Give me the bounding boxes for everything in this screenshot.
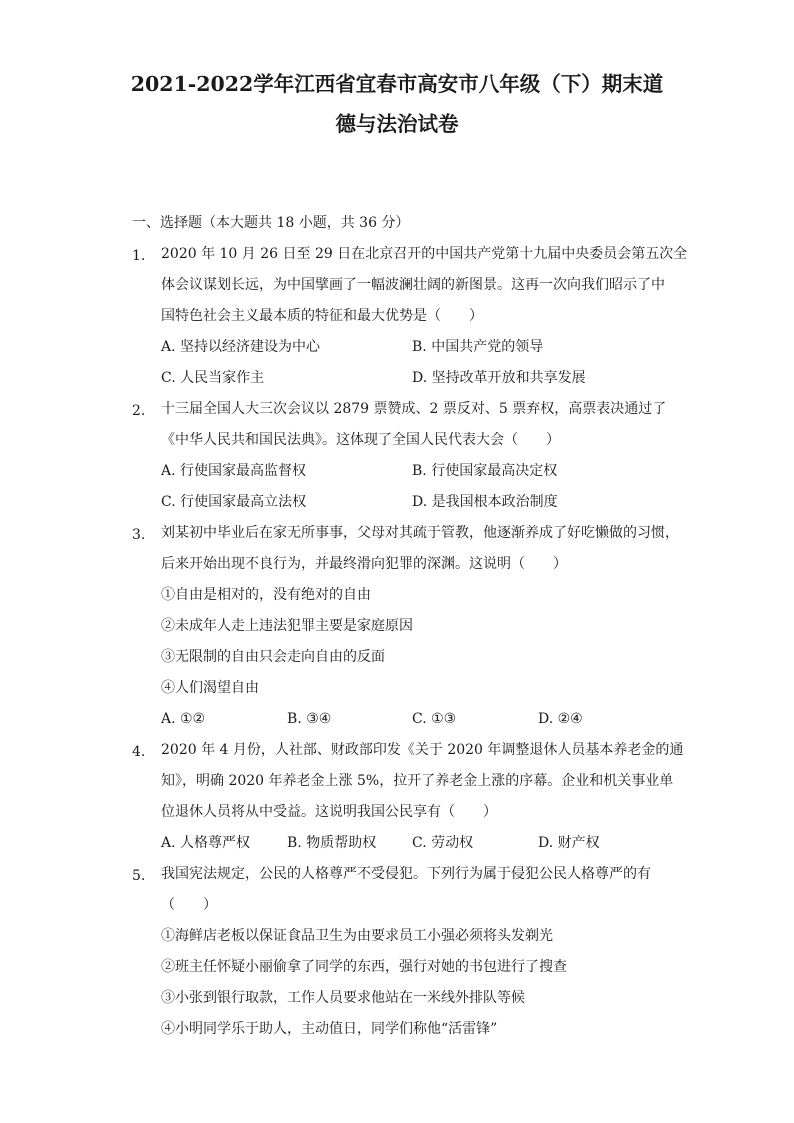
- question-1-line: 国特色社会主义最本质的特征和最大优势是（ ）: [161, 308, 483, 324]
- question-3-statement-3: ③无限制的自由只会走向自由的反面: [161, 649, 385, 665]
- question-2-line: 《中华人民共和国民法典》。这体现了全国人民代表大会（ ）: [161, 432, 560, 448]
- question-4-line: 位退休人员将从中受益。这说明我国公民享有（ ）: [161, 804, 497, 820]
- question-3-statement-2: ②未成年人走上违法犯罪主要是家庭原因: [161, 618, 413, 634]
- question-5-statement-1: ①海鲜店老板以保证食品卫生为由要求员工小强必须将头发剃光: [161, 928, 553, 944]
- question-2-option-a: A. 行使国家最高监督权: [161, 463, 307, 479]
- question-4-line: 2020 年 4 月份，人社部、财政部印发《关于 2020 年调整退休人员基本养老金的通: [161, 742, 684, 758]
- question-1-line: 2020 年 10 月 26 日至 29 日在北京召开的中国共产党第十九届中央委员会第五次全: [161, 246, 688, 262]
- question-2-number: 2.: [132, 403, 146, 419]
- question-4-option-b: B. 物质帮助权: [287, 835, 377, 851]
- section-heading: 一、选择题（本大题共 18 小题，共 36 分）: [132, 215, 410, 231]
- question-3-number: 3.: [132, 527, 146, 543]
- question-5-number: 5.: [132, 868, 146, 884]
- question-3-line: 刘某初中毕业后在家无所事事，父母对其疏于管教，他逐渐养成了好吃懒做的习惯，: [161, 525, 679, 541]
- question-5-line: 我国宪法规定，公民的人格尊严不受侵犯。下列行为属于侵犯公民人格尊严的有: [161, 866, 651, 882]
- question-2-option-b: B. 行使国家最高决定权: [412, 463, 558, 479]
- question-2-option-c: C. 行使国家最高立法权: [161, 494, 307, 510]
- question-1-option-b: B. 中国共产党的领导: [412, 339, 544, 355]
- question-3-option-d: D. ②④: [538, 711, 583, 727]
- question-3-line: 后来开始出现不良行为，并最终滑向犯罪的深渊。这说明（ ）: [161, 556, 567, 572]
- question-1-number: 1.: [132, 248, 146, 264]
- question-3-option-c: C. ①③: [412, 711, 457, 727]
- question-3-option-a: A. ①②: [161, 711, 206, 727]
- question-3-statement-4: ④人们渴望自由: [161, 680, 259, 696]
- question-1-option-c: C. 人民当家作主: [161, 370, 265, 386]
- question-2-line: 十三届全国人大三次会议以 2879 票赞成、2 票反对、5 票弃权，高票表决通过了: [161, 401, 667, 417]
- question-4-number: 4.: [132, 744, 146, 760]
- question-3-option-b: B. ③④: [287, 711, 332, 727]
- question-4-line: 知》，明确 2020 年养老金上涨 5%，拉开了养老金上涨的序幕。企业和机关事业单: [161, 773, 674, 789]
- question-5-statement-4: ④小明同学乐于助人，主动值日，同学们称他“活雷锋”: [161, 1021, 498, 1037]
- question-5-line: （ ）: [161, 897, 217, 913]
- exam-title-line-2: 德与法治试卷: [335, 112, 459, 136]
- question-5-statement-2: ②班主任怀疑小丽偷拿了同学的东西，强行对她的书包进行了搜查: [161, 959, 567, 975]
- question-4-option-d: D. 财产权: [538, 835, 600, 851]
- question-2-option-d: D. 是我国根本政治制度: [412, 494, 558, 510]
- question-4-option-a: A. 人格尊严权: [161, 835, 251, 851]
- question-1-option-d: D. 坚持改革开放和共享发展: [412, 370, 586, 386]
- question-1-line: 体会议谋划长远，为中国擘画了一幅波澜壮阔的新图景。这再一次向我们昭示了中: [161, 277, 665, 293]
- question-3-statement-1: ①自由是相对的，没有绝对的自由: [161, 587, 371, 603]
- exam-title-line-1: 2021-2022学年江西省宜春市高安市八年级（下）期末道: [130, 72, 664, 96]
- question-5-statement-3: ③小张到银行取款，工作人员要求他站在一米线外排队等候: [161, 990, 525, 1006]
- question-4-option-c: C. 劳动权: [412, 835, 474, 851]
- question-1-option-a: A. 坚持以经济建设为中心: [161, 339, 321, 355]
